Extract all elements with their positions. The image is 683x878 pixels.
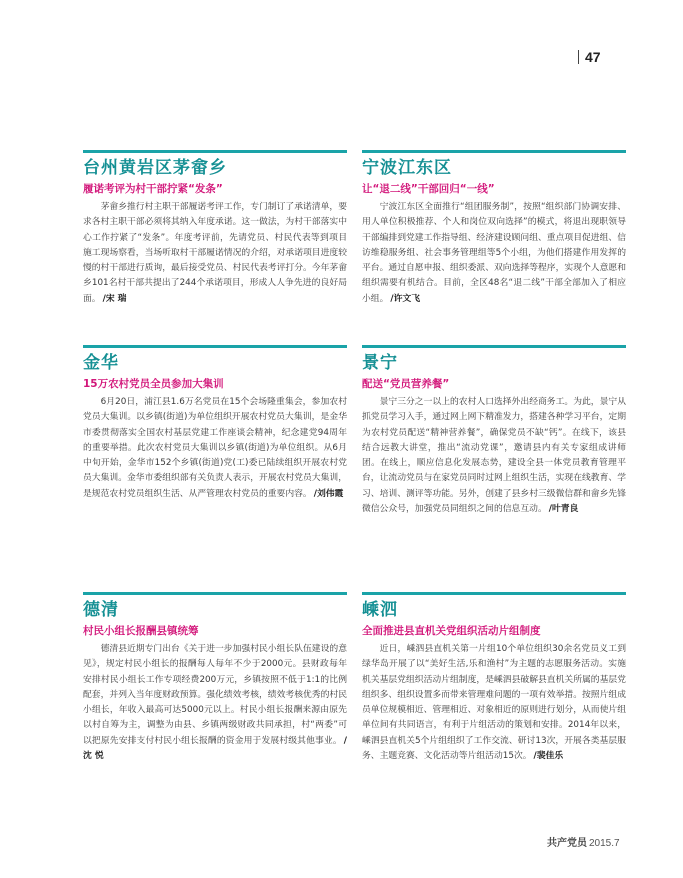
article-region: 金华 <box>83 353 119 373</box>
article-headline: 履诺考评为村干部拧紧“发条” <box>83 183 223 195</box>
article-headline: 村民小组长报酬县镇统筹 <box>83 625 199 637</box>
article-headline: 让“退二线”干部回归“一线” <box>362 183 495 195</box>
article-author: /裴佳乐 <box>533 751 564 762</box>
article-headline: 全面推进县直机关党组织活动片组制度 <box>362 625 541 637</box>
section-divider <box>83 345 347 348</box>
article-text: 景宁三分之一以上的农村人口选择外出经商务工。为此，景宁从抓党员学习入手，通过网上网下精准发力，搭建各种学习平台，定期为农村党员配送“精神营养餐”，确保党员不缺“钙”。在线下，该县结合远教大讲堂，推出“流动党课”，邀请县内有关专家组成讲师团。在线上，顺应信息化发展态势，建设全县一体党员教育管理平台，让流动党员与在家党员同时过网上组织生活，实现在线教育、学习、培训、测评等功能。另外，创建了县乡村三级微信群和畲乡先锋微信公众号，加强党员同组织之间的信息互动。 <box>362 397 626 515</box>
article-shengsi <box>362 592 626 764</box>
section-divider <box>83 592 347 595</box>
article-author: /沈 悦 <box>83 735 347 762</box>
article-body <box>83 395 347 502</box>
article-body <box>362 200 626 307</box>
article-text: 德清县近期专门出台《关于进一步加强村民小组长队伍建设的意见》，规定村民小组长的报酬每人每年不少于2000元。县财政每年安排村民小组长工作专项经费200万元，乡镇按照不低于1:1的比例配套，并列入当年度财政预算。强化绩效考核，绩效考核优秀的村民小组长，年收入最高可达5000元以上。村民小组长报酬来源由原先以村自筹为主，调整为由县、乡镇两级财政共同承担，村“两委”可以把原先安排支付村民小组长报酬的资金用于发展村级其他事业。 <box>83 644 347 746</box>
page-number: 47 <box>578 50 601 64</box>
article-headline: 15万农村党员全员参加大集训 <box>83 378 224 390</box>
section-divider <box>362 592 626 595</box>
article-author: /刘伟霞 <box>313 488 344 499</box>
article-text: 茅畲乡推行村主职干部履诺考评工作，专门制订了承诺清单，要求各村主职干部必须将其纳入年度承诺。这一做法，为村干部落实中心工作拧紧了“发条”。年度考评前，先请党员、村民代表等到项目施工现场察看，当场听取村干部履诺情况的介绍，对承诺项目进度较慢的村干部进行质询，最后接受党员、村民代表考评打分。今年茅畲乡101名村干部共提出了244个承诺项目，形成人人争先进的良好局面。 <box>83 202 347 304</box>
article-headline: 配送“党员营养餐” <box>362 378 450 390</box>
article-jinhua <box>83 345 347 502</box>
article-text: 宁波江东区全面推行“组团服务制”，按照“组织部门协调安排、用人单位积极推荐、个人和岗位双向选择”的模式，将退出现职领导干部编排到党建工作指导组、经济建设顾问组、重点项目促进组、信访维稳服务组、社会事务管理组等5个小组，为他们搭建作用发挥的平台。通过自愿申报、组织委派、双向选择等程序，实现个人意愿和组织需要有机结合。目前，全区48名“退二线”干部全部加入了相应小组。 <box>362 202 626 304</box>
article-text: 6月20日，浦江县1.6万名党员在15个会场隆重集会，参加农村党员大集训。以乡镇(街道)为单位组织开展农村党员大集训，是金华市委贯彻落实全国农村基层党建工作座谈会精神，纪念建党94周年的重要举措。此次农村党员大集训以乡镇(街道)为单位组织。从6月中旬开始，金华市152个乡镇(街道)党(工)委已陆续组织开展农村党员大集训。金华市委组织部有关负责人表示，开展农村党员大集训，是规范农村党员组织生活、从严管理农村党员的重要内容。 <box>83 397 347 499</box>
article-body <box>83 642 347 764</box>
section-divider <box>362 150 626 153</box>
article-text: 近日，嵊泗县直机关第一片组10个单位组织30余名党员义工到绿华岛开展了以“美好生活,乐和渔村”为主题的志愿服务活动。实施机关基层党组织活动片组制度，是嵊泗县破解县直机关所属的基层党组织多、组织设置多而带来管理难问题的一项有效举措。按照片组成员单位规模相近、管理相近、对象相近的原则进行划分，从而使片组单位间有共同语言，有利于片组活动的策划和安排。2014年以来，嵊泗县直机关5个片组组织了工作交流、研讨13次，开展各类基层服务、主题竞赛、文化活动等片组活动15次。 <box>362 644 626 762</box>
article-body <box>83 200 347 307</box>
article-region: 景宁 <box>362 353 398 373</box>
article-author: /叶青良 <box>548 504 579 515</box>
section-divider <box>83 150 347 153</box>
section-divider <box>362 345 626 348</box>
article-jiangdong <box>362 150 626 307</box>
article-huangyan <box>83 150 347 307</box>
article-region: 宁波江东区 <box>362 158 452 178</box>
article-jingning <box>362 345 626 517</box>
article-body <box>362 642 626 764</box>
article-region: 嵊泗 <box>362 600 398 620</box>
article-region: 德清 <box>83 600 119 620</box>
article-region: 台州黄岩区茅畲乡 <box>83 158 227 178</box>
article-author: /宋 瑞 <box>102 293 127 304</box>
article-deqing <box>83 592 347 764</box>
article-author: /许文飞 <box>390 293 421 304</box>
article-body <box>362 395 626 517</box>
magazine-logo: 共产党员 <box>547 838 587 849</box>
issue-number: 2015.7 <box>589 838 620 849</box>
page-footer <box>547 834 620 849</box>
